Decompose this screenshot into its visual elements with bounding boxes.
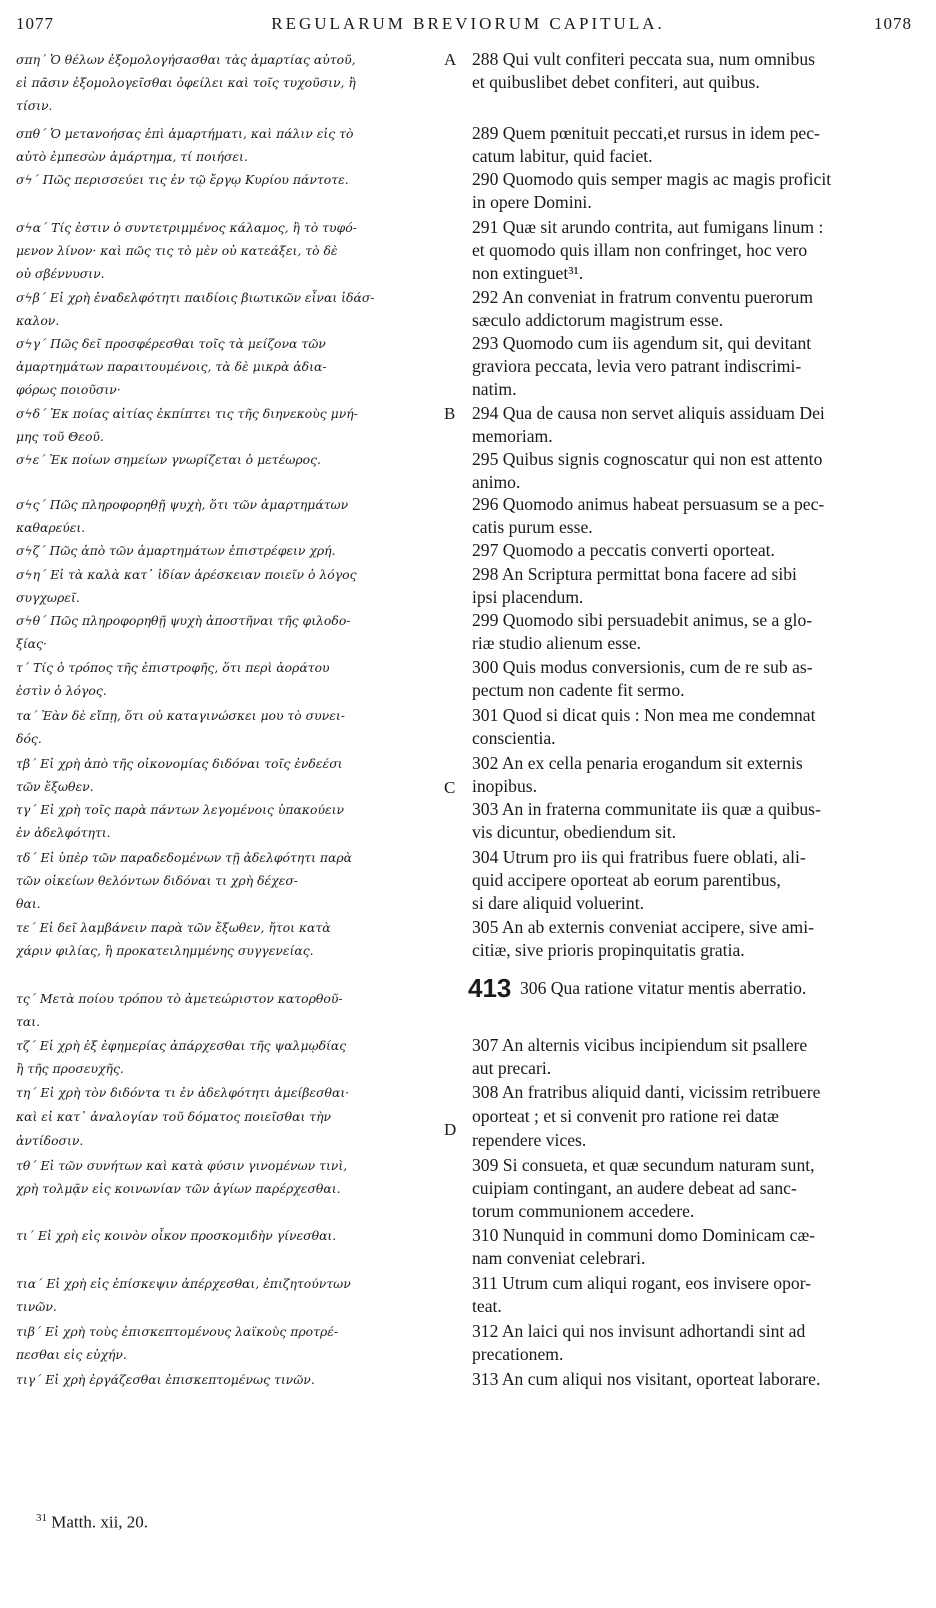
greek-line: τα΄ Ἐὰν δὲ εἴπῃ, ὅτι οὐ καταγινώσκει μου τὸ συνει- (16, 708, 345, 723)
latin-line: riæ studio alienum esse. (472, 633, 642, 653)
latin-line: ipsi placendum. (472, 587, 584, 607)
margin-letter-a: A (444, 50, 457, 69)
latin-line: graviora peccata, levia vero patrant indiscrimi- (472, 356, 802, 376)
right-page-number: 1078 (874, 14, 912, 33)
latin-line: pectum non cadente fit sermo. (472, 680, 685, 700)
footnote (36, 1512, 148, 1533)
greek-line: σϟζ΄ Πῶς ἀπὸ τῶν ἁμαρτημάτων ἐπιστρέφειν χρή. (16, 543, 336, 558)
greek-line: τθ΄ Εἰ τῶν συνήτων καὶ κατὰ φύσιν γινομένων τινὶ, (16, 1158, 348, 1173)
latin-line: oporteat ; et si convenit pro ratione rei datæ (472, 1106, 779, 1126)
greek-line: τῶν οἰκείων θελόντων διδόναι τι χρὴ δέχεσ- (16, 873, 298, 888)
greek-line: συγχωρεῖ. (16, 590, 80, 605)
latin-line: 295 Quibus signis cognoscatur qui non est attento (472, 449, 823, 469)
latin-line: 304 Utrum pro iis qui fratribus fuere oblati, ali- (472, 847, 806, 867)
left-page-number: 1077 (16, 14, 54, 33)
greek-line: τη΄ Εἰ χρὴ τὸν διδόντα τι ἐν ἀδελφότητι ἀμείβεσθαι· (16, 1085, 350, 1100)
greek-line: καθαρεύει. (16, 520, 86, 535)
greek-line: εἰ πᾶσιν ἐξομολογεῖσθαι ὀφείλει καὶ τοῖς τυχοῦσιν, ἢ (16, 75, 356, 90)
greek-line: καλον. (16, 313, 60, 328)
running-title: REGULARUM BREVIORUM CAPITULA. (271, 14, 665, 33)
greek-line: τίσιν. (16, 98, 53, 113)
latin-line: 313 An cum aliqui nos visitant, oporteat laborare. (472, 1369, 821, 1389)
greek-line: τι΄ Εἰ χρὴ εἰς κοινὸν οἶκον προσκομιδὴν γίνεσθαι. (16, 1228, 337, 1243)
latin-line: et quomodo quis illam non confringet, hoc vero (472, 240, 808, 260)
greek-line: τδ΄ Εἰ ὑπὲρ τῶν παραδεδομένων τῇ ἀδελφότητι παρὰ (16, 850, 353, 865)
latin-line: 311 Utrum cum aliqui rogant, eos invisere opor- (472, 1273, 812, 1293)
latin-line: 303 An in fraterna communitate iis quæ a quibus- (472, 799, 821, 819)
latin-line: 297 Quomodo a peccatis converti oporteat. (472, 540, 775, 560)
greek-line: ἀντίδοσιν. (16, 1133, 84, 1148)
latin-line: 305 An ab externis conveniat accipere, sive ami- (472, 917, 814, 937)
footnote-mark: 31 (36, 1512, 47, 1524)
greek-line: οὐ σβέννυσιν. (16, 266, 105, 281)
greek-line: τγ΄ Εἰ χρὴ τοῖς παρὰ πάντων λεγομένοις ὑπακούειν (16, 802, 345, 817)
latin-line: 293 Quomodo cum iis agendum sit, qui devitant (472, 333, 812, 353)
greek-line: αὐτὸ ἐμπεσὼν ἁμάρτημα, τί ποιήσει. (16, 149, 248, 164)
latin-line: 288 Qui vult confiteri peccata sua, num omnibus (472, 49, 816, 69)
greek-line: τ΄ Τίς ὁ τρόπος τῆς ἐπιστροφῆς, ὅτι περὶ ἀοράτου (16, 660, 330, 675)
latin-line: 291 Quæ sit arundo contrita, aut fumigans linum : (472, 217, 824, 237)
greek-line: ἐστὶν ὁ λόγος. (16, 683, 107, 698)
latin-line: 310 Nunquid in communi domo Dominicam cæ- (472, 1225, 816, 1245)
latin-line: 301 Quod si dicat quis : Non mea me condemnat (472, 705, 816, 725)
greek-line: σπθ΄ Ὁ μετανοήσας ἐπὶ ἁμαρτήματι, καὶ πάλιν εἰς τὸ (16, 126, 354, 141)
latin-line: 307 An alternis vicibus incipiendum sit psallere (472, 1035, 808, 1055)
latin-line: 300 Quis modus conversionis, cum de re sub as- (472, 657, 813, 677)
latin-line: animo. (472, 472, 521, 492)
latin-line: 302 An ex cella penaria erogandum sit externis (472, 753, 803, 773)
greek-line: σϟς΄ Πῶς πληροφορηθῇ ψυχὴ, ὅτι τῶν ἁμαρτημάτων (16, 497, 349, 512)
latin-line: 290 Quomodo quis semper magis ac magis proficit (472, 169, 832, 189)
latin-line: 299 Quomodo sibi persuadebit animus, se a glo- (472, 610, 813, 630)
greek-line: χρὴ τολμᾷν εἰς κοινωνίαν τῶν ἁγίων παρέρχεσθαι. (16, 1181, 341, 1196)
latin-line: 296 Quomodo animus habeat persuasum se a pec- (472, 494, 825, 514)
greek-line: τιβ΄ Εἰ χρὴ τοὺς ἐπισκεπτομένους λαϊκοὺς προτρέ- (16, 1324, 339, 1339)
latin-line: natim. (472, 379, 517, 399)
latin-line: cuipiam contingant, an audere debeat ad sanc- (472, 1178, 797, 1198)
greek-line: σϟθ΄ Πῶς πληροφορηθῇ ψυχὴ ἀποστῆναι τῆς φιλοδο- (16, 613, 351, 628)
latin-line: teat. (472, 1296, 502, 1316)
greek-line: τῶν ἔξωθεν. (16, 779, 94, 794)
latin-line: precationem. (472, 1344, 564, 1364)
latin-line: conscientia. (472, 728, 556, 748)
latin-line: catis purum esse. (472, 517, 593, 537)
greek-line: ἢ τῆς προσευχῆς. (16, 1061, 124, 1076)
greek-line: δός. (16, 731, 42, 746)
latin-line: si dare aliquid voluerint. (472, 893, 644, 913)
greek-line: μενον λίνον· καὶ πῶς τις τὸ μὲν οὐ κατεάξει, τὸ δὲ (16, 243, 338, 258)
greek-line: σϟδ΄ Ἐκ ποίας αἰτίας ἐκπίπτει τις τῆς διηνεκοὺς μνή- (16, 406, 358, 421)
latin-line: 298 An Scriptura permittat bona facere ad sibi (472, 564, 797, 584)
greek-line: μης τοῦ Θεοῦ. (16, 429, 104, 444)
greek-line: τινῶν. (16, 1299, 57, 1314)
latin-line: rependere vices. (472, 1130, 587, 1150)
latin-line: catum labitur, quid faciet. (472, 146, 653, 166)
greek-line: σπη΄ Ὁ θέλων ἐξομολογήσασθαι τὰς ἁμαρτίας αὐτοῦ, (16, 52, 356, 67)
latin-line: memoriam. (472, 426, 553, 446)
greek-line: τβ΄ Εἰ χρὴ ἀπὸ τῆς οἰκονομίας διδόναι τοῖς ἐνδεέσι (16, 756, 343, 771)
greek-line: τια΄ Εἰ χρὴ εἰς ἐπίσκεψιν ἀπέρχεσθαι, ἐπιζητούντων (16, 1276, 351, 1291)
greek-line: ται. (16, 1014, 41, 1029)
greek-line: σϟγ΄ Πῶς δεῖ προσφέρεσθαι τοῖς τὰ μείζονα τῶν (16, 336, 326, 351)
latin-line: nam conveniat celebrari. (472, 1248, 646, 1268)
latin-line: 309 Si consueta, et quæ secundum naturam sunt, (472, 1155, 815, 1175)
margin-letter-c: C (444, 778, 456, 797)
margin-letter-d: D (444, 1120, 457, 1139)
column-number: 413 (468, 973, 512, 1003)
greek-line: ξίας· (16, 636, 47, 651)
latin-line: 306 Qua ratione vitatur mentis aberratio. (520, 978, 807, 998)
greek-line: τζ΄ Εἰ χρὴ ἐξ ἐφημερίας ἀπάρχεσθαι τῆς ψαλμῳδίας (16, 1038, 347, 1053)
margin-letter-b: B (444, 404, 456, 423)
greek-line: ἐν ἀδελφότητι. (16, 825, 111, 840)
latin-line: 312 An laici qui nos invisunt adhortandi sint ad (472, 1321, 806, 1341)
latin-line: aut precari. (472, 1058, 552, 1078)
greek-line: φόρως ποιοῦσιν· (16, 382, 121, 397)
latin-line: in opere Domini. (472, 192, 592, 212)
latin-line: sæculo addictorum magistrum esse. (472, 310, 724, 330)
greek-line: πεσθαι εἰς εὐχήν. (16, 1347, 127, 1362)
greek-line: σϟε΄ Ἐκ ποίων σημείων γνωρίζεται ὁ μετέωρος. (16, 452, 321, 467)
latin-line: non extinguet³¹. (472, 263, 584, 283)
greek-line: σϟβ΄ Εἰ χρὴ ἐναδελφότητι παιδίοις βιωτικῶν εἶναι ἰδάσ- (16, 290, 375, 305)
greek-line: θαι. (16, 896, 41, 911)
latin-line: torum communionem accedere. (472, 1201, 695, 1221)
greek-line: ἁμαρτημάτων παραιτουμένοις, τὰ δὲ μικρὰ ἀδια- (16, 359, 327, 374)
latin-line: 292 An conveniat in fratrum conventu puerorum (472, 287, 814, 307)
greek-line: τιγ΄ Εἰ χρὴ ἐργάζεσθαι ἐπισκεπτομένως τινῶν. (16, 1372, 315, 1387)
greek-line: σϟη΄ Εἰ τὰ καλὰ κατ᾽ ἰδίαν ἀρέσκειαν ποιεῖν ὁ λόγος (16, 567, 357, 582)
greek-line: σϟα΄ Τίς ἐστιν ὁ συντετριμμένος κάλαμος, ἢ τὸ τυφό- (16, 220, 357, 235)
greek-line: χάριν φιλίας, ἢ προκατειλημμένης συγγενείας. (16, 943, 314, 958)
latin-line: et quibuslibet debet confiteri, aut quibus. (472, 72, 760, 92)
latin-line: inopibus. (472, 776, 538, 796)
greek-line: τς΄ Μετὰ ποίου τρόπου τὸ ἀμετεώριστον κατορθοῦ- (16, 991, 343, 1006)
latin-line: vis dicuntur, obediendum sit. (472, 822, 677, 842)
latin-line: 308 An fratribus aliquid danti, vicissim retribuere (472, 1082, 821, 1102)
latin-line: citiæ, sive prioris propinquitatis gratia. (472, 940, 745, 960)
latin-line: quid accipere oporteat ab eorum parentibus, (472, 870, 781, 890)
latin-line: 289 Quem pœnituit peccati,et rursus in idem pec- (472, 123, 820, 143)
greek-line: καὶ εἰ κατ᾽ ἀναλογίαν τοῦ δόματος ποιεῖσθαι τὴν (16, 1109, 332, 1124)
latin-line: 294 Qua de causa non servet aliquis assiduam Dei (472, 403, 825, 423)
greek-line: σϟ΄ Πῶς περισσεύει τις ἐν τῷ ἔργῳ Κυρίου πάντοτε. (16, 172, 349, 187)
greek-line: τε΄ Εἰ δεῖ λαμβάνειν παρὰ τῶν ἔξωθεν, ἤτοι κατὰ (16, 920, 331, 935)
footnote-text: Matth. xii, 20. (51, 1512, 149, 1532)
